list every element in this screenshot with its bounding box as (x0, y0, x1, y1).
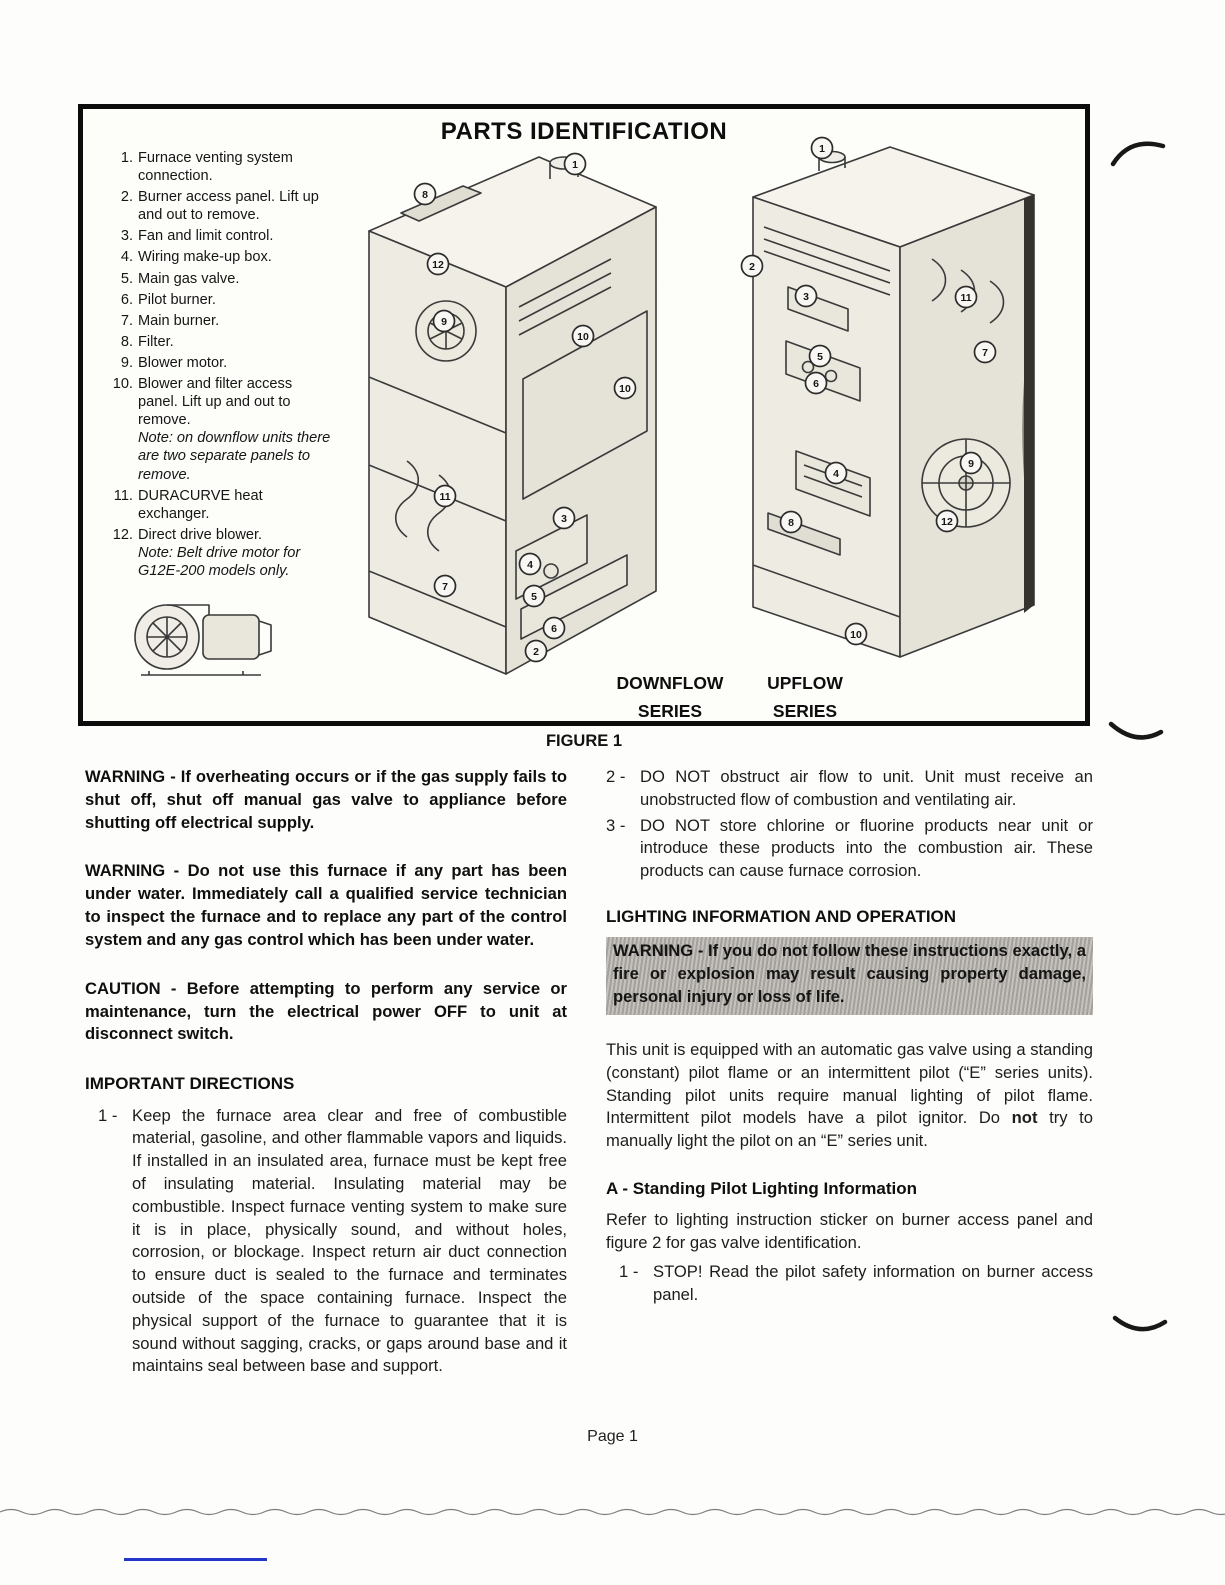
svg-text:11: 11 (960, 291, 972, 304)
part-callout (781, 512, 802, 533)
part-callout (565, 154, 586, 175)
gas-valve-paragraph-b: try to manually light the pilot on an “E” series unit. (606, 1108, 1093, 1151)
caution-service: CAUTION - Before attempting to perform any service or maintenance, turn the electrical power OFF to unit at disconnect switch. (85, 978, 567, 1044)
parts-list-item (110, 487, 334, 523)
part-text-main: Fan and limit control. (138, 228, 274, 245)
part-number: 12. (112, 526, 133, 543)
part-callout (826, 463, 847, 484)
step-number: 3 - (606, 815, 626, 835)
svg-text:3: 3 (803, 290, 809, 303)
parts-list-item (110, 526, 334, 580)
part-number: 10. (112, 376, 133, 393)
part-text-main: Main gas valve. (138, 270, 240, 287)
page-number: Page 1 (587, 1428, 638, 1445)
direction-step-3 (606, 815, 1093, 883)
svg-text:5: 5 (531, 590, 537, 603)
step-number: 1 - (619, 1261, 639, 1281)
svg-text:10: 10 (619, 382, 631, 395)
upflow-series-label-line1: UPFLOW (767, 673, 843, 693)
warning-highlight-box: WARNING - If you do not follow these instructions exactly, a fire or explosion may result causing property damage, personal injury or loss of life. (606, 937, 1093, 1014)
svg-text:12: 12 (432, 258, 444, 271)
part-callout (615, 378, 636, 399)
scan-artifact (1108, 716, 1164, 752)
part-number: 11. (113, 487, 133, 504)
part-callout (524, 586, 545, 607)
part-callout (742, 256, 763, 277)
step-text: STOP! Read the pilot safety information on burner access panel. (653, 1261, 1093, 1304)
part-text (138, 333, 334, 351)
part-callout (810, 346, 831, 367)
right-column (606, 766, 1093, 1310)
lighting-information-heading: LIGHTING INFORMATION AND OPERATION (606, 907, 957, 927)
parts-list-item (110, 188, 334, 224)
part-callout (573, 326, 594, 347)
part-text (138, 149, 334, 185)
step-text: Keep the furnace area clear and free of combustible material, gasoline, and other flammable vapors and liquids. If installed in an insulated area, furnace must be kept free of insulating material. Insulating material may be combustible. Inspect furnace venting system to make sure it is in place, physically sound, and without holes, corrosion, or blockage. Inspect return air duct connection to ensure duct is sealed to the furnace and terminates outside of the space containing furnace. Inspect the physical support of the furnace to guarantee that it is sound without sagging, cracks, or gaps around base and it maintains seal between base and support. (132, 1105, 567, 1376)
part-callout (812, 138, 833, 159)
part-text-main: Wiring make-up box. (138, 249, 272, 266)
part-callout (544, 618, 565, 639)
part-text-main: Pilot burner. (138, 291, 216, 308)
furnace-side-face (900, 195, 1034, 657)
warning-under-water: WARNING - Do not use this furnace if any part has been under water. Immediately call a qualified service technician to inspect the furnace and to replace any part of the control system and any gas control which has been under water. (85, 861, 567, 949)
part-text (138, 526, 334, 580)
upflow-furnace-illustration (728, 135, 1058, 690)
part-number: 9. (120, 354, 133, 371)
part-callout (434, 311, 455, 332)
scan-artifact (1110, 134, 1166, 170)
parts-list-item (110, 312, 334, 330)
parts-list-item (110, 248, 334, 266)
part-number: 2. (120, 189, 133, 206)
svg-text:9: 9 (968, 457, 974, 470)
parts-list-item (110, 227, 334, 245)
part-number: 6. (120, 291, 133, 308)
part-text (138, 227, 334, 245)
direction-step-2 (606, 766, 1093, 812)
figure-title: PARTS IDENTIFICATION (440, 118, 728, 145)
part-text (138, 312, 334, 330)
part-note: Note: on downflow units there are two separate panels to remove. (138, 430, 331, 483)
parts-list-item (110, 149, 334, 185)
svg-text:6: 6 (551, 622, 557, 635)
svg-text:8: 8 (788, 516, 794, 529)
part-text (138, 188, 334, 224)
part-text-main: Main burner. (138, 312, 220, 329)
part-number: 3. (120, 228, 133, 245)
part-text-main: Filter. (138, 333, 174, 350)
warning-overheating: WARNING - If overheating occurs or if the gas supply fails to shut off, shut off manual gas valve to appliance before shutting off electrical supply. (85, 767, 567, 832)
part-callout (554, 508, 575, 529)
standing-pilot-heading: A - Standing Pilot Lighting Information (606, 1178, 917, 1198)
part-text (138, 248, 334, 266)
svg-text:11: 11 (439, 490, 451, 503)
part-text-main: Direct drive blower. (138, 526, 263, 543)
important-directions-heading: IMPORTANT DIRECTIONS (85, 1074, 295, 1094)
figure-caption: FIGURE 1 (545, 732, 623, 750)
part-callout (526, 641, 547, 662)
scan-artifact (1112, 1308, 1168, 1344)
part-text (138, 487, 334, 523)
gas-valve-paragraph-bold: not (1011, 1108, 1038, 1128)
svg-text:5: 5 (817, 350, 823, 363)
part-number: 4. (120, 249, 133, 266)
part-callout (415, 184, 436, 205)
downflow-series-label-line1: DOWNFLOW (616, 673, 724, 693)
part-callout (435, 486, 456, 507)
svg-text:9: 9 (441, 315, 447, 328)
part-note: Note: Belt drive motor for G12E-200 models only. (138, 544, 301, 579)
svg-text:10: 10 (850, 628, 862, 641)
parts-list (110, 149, 334, 583)
step-number: 1 - (98, 1105, 118, 1125)
part-text (138, 375, 334, 484)
svg-text:1: 1 (819, 142, 825, 155)
part-callout (520, 554, 541, 575)
svg-text:4: 4 (527, 558, 533, 571)
part-text-main: Burner access panel. Lift up and out to remove. (138, 189, 319, 224)
part-number: 8. (120, 333, 133, 350)
part-callout (435, 576, 456, 597)
blower-motor (203, 615, 259, 659)
direction-steps-2-3 (606, 766, 1093, 883)
svg-text:2: 2 (749, 260, 755, 273)
parts-list-item (110, 291, 334, 309)
part-text (138, 270, 334, 288)
svg-text:8: 8 (422, 188, 428, 201)
figure-1-box (78, 104, 1090, 726)
svg-text:7: 7 (442, 580, 448, 593)
svg-text:10: 10 (577, 330, 589, 343)
part-callout (806, 373, 827, 394)
downflow-series-label-line2: SERIES (637, 701, 703, 721)
part-callout (956, 287, 977, 308)
svg-text:2: 2 (533, 645, 539, 658)
svg-text:7: 7 (982, 346, 988, 359)
svg-text:3: 3 (561, 512, 567, 525)
upflow-series-label-line2: SERIES (772, 701, 838, 721)
bottom-blue-line (124, 1558, 267, 1561)
part-callout (961, 453, 982, 474)
part-callout (846, 624, 867, 645)
part-callout (428, 254, 449, 275)
step-number: 2 - (606, 767, 626, 786)
left-column (85, 766, 567, 1381)
part-number: 7. (120, 312, 133, 329)
part-text (138, 354, 334, 372)
blower-inset-illustration (111, 581, 296, 693)
furnace-front-face (369, 231, 506, 674)
gas-valve-paragraph-a: This unit is equipped with an automatic gas valve using a standing (constant) pilot flame or an intermittent pilot (“E” series units). Standing pilot units require manual lighting of pilot flame. Intermittent pilot models have a pilot ignitor. Do (606, 1039, 1093, 1128)
refer-paragraph: Refer to lighting instruction sticker on burner access panel and figure 2 for gas valve identification. (606, 1210, 1093, 1253)
part-callout (937, 511, 958, 532)
svg-text:1: 1 (572, 158, 578, 171)
svg-text:6: 6 (813, 377, 819, 390)
gas-valve-paragraph (606, 1039, 1093, 1153)
svg-text:12: 12 (941, 515, 953, 528)
downflow-series-label (595, 669, 745, 725)
parts-list-item (110, 375, 334, 484)
part-number: 5. (120, 270, 133, 287)
step-text: DO NOT obstruct air flow to unit. Unit must receive an unobstructed flow of combustion and ventilating air. (640, 767, 1093, 809)
pilot-step-1 (606, 1261, 1093, 1307)
parts-list-item (110, 354, 334, 372)
part-text-main: Blower and filter access panel. Lift up and out to remove. (138, 376, 293, 429)
separator-rule (0, 1506, 1225, 1518)
step-text: DO NOT store chlorine or fluorine products near unit or introduce these products into the combustion air. These products can cause furnace corrosion. (640, 815, 1093, 881)
part-text-main: DURACURVE heat exchanger. (138, 487, 263, 522)
downflow-furnace-illustration (351, 139, 671, 704)
part-callout (796, 286, 817, 307)
part-number: 1. (120, 150, 133, 166)
part-text (138, 291, 334, 309)
parts-list-item (110, 270, 334, 288)
part-text-main: Furnace venting system connection. (138, 150, 293, 185)
parts-list-item (110, 333, 334, 351)
svg-text:4: 4 (833, 467, 839, 480)
upflow-series-label (743, 669, 867, 725)
part-callout (975, 342, 996, 363)
part-text-main: Blower motor. (138, 354, 228, 371)
direction-step-1 (85, 1105, 567, 1379)
